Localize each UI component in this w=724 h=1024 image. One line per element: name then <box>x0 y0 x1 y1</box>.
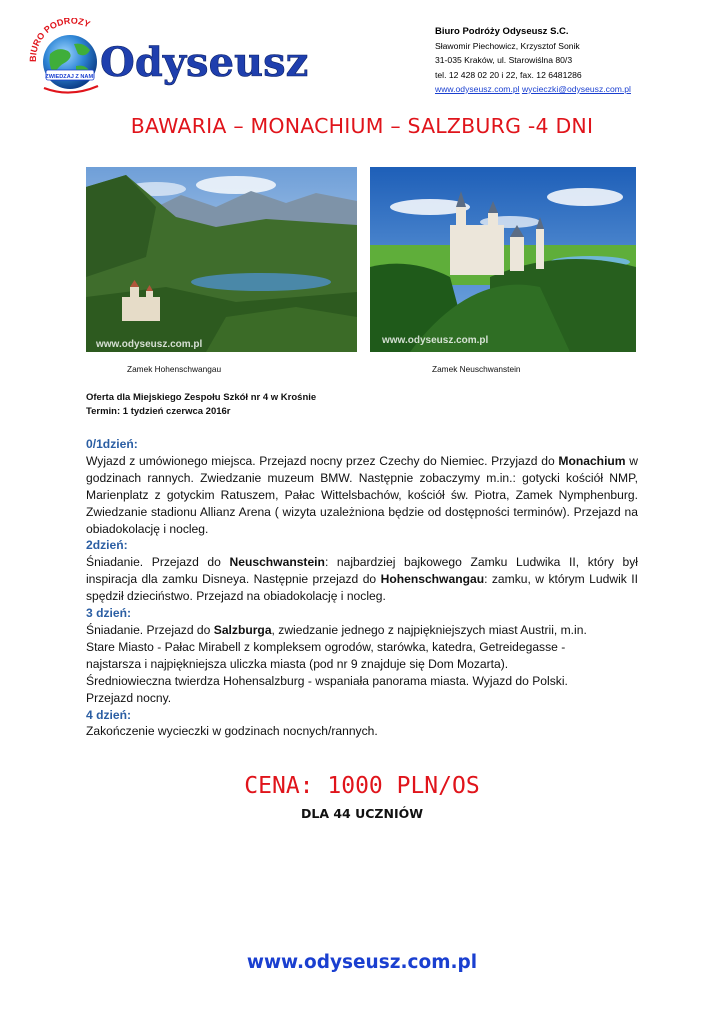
offer-date: Termin: 1 tydzień czerwca 2016r <box>86 405 231 417</box>
photo-neuschwanstein <box>370 167 636 352</box>
day-description: Śniadanie. Przejazd do Neuschwanstein: najbardziej bajkowego Zamku Ludwika II, który był inspiracja dla zamku Disneya. Następnie przejazd do Hohenschwangau: zamku, w którym Ludwik II spędził dzieciństwo. Przejazd na obiadokolację i nocleg. <box>86 555 638 604</box>
logo-wordmark: Odyseusz <box>100 39 309 86</box>
offer-info <box>86 391 316 418</box>
company-owners: Sławomir Piechowicz, Krzysztof Sonik <box>435 41 580 52</box>
day-heading: 2dzień: <box>86 538 128 553</box>
company-name: Biuro Podróży Odyseusz S.C. <box>435 26 569 37</box>
offer-recipient: Oferta dla Miejskiego Zespołu Szkół nr 4 w Krośnie <box>86 392 317 403</box>
day-description: Śniadanie. Przejazd do Salzburga, zwiedzanie jednego z najpiękniejszych miast Austrii, m.in. Stare Miasto - Pałac Mirabell z kompleksem ogrodów, starówka, katedra, Getreidegasse - najstarsza i najpiękniejsza uliczka miasta (pod nr 9 znajduje się Dom Mozarta). Średniowieczna twierdza Hohensalzburg - wspaniała panorama miasta. Wyjazd do Polski. Przejazd nocny. <box>86 622 587 705</box>
email-link[interactable]: wycieczki@odyseusz.com.pl <box>521 83 631 94</box>
day-description: Wyjazd z umówionego miejsca. Przejazd nocny przez Czechy do Niemiec. Przyjazd do Monachium w godzinach rannych. Zwiedzanie muzeum BMW. Następnie zobaczymy m.in.: gotycki kościół NMP, Marienplatz z gotyckim Ratuszem, Pałac Wittelsbachów, kościół św. Piotra, Zamek Nymphenburg. Zwiedzanie stadionu Allianz Arena ( wizyta uzależniona będzie od dostępności terminów). Przejazd na obiadokolację i nocleg. <box>86 453 639 536</box>
day-heading: 3 dzień: <box>86 606 132 621</box>
day-description: Zakończenie wycieczki w godzinach nocnych/rannych. <box>86 724 378 739</box>
company-phone: tel. 12 428 02 20 i 22, fax. 12 6481286 <box>435 69 582 80</box>
trip-program <box>86 436 638 740</box>
page-title: BAWARIA – MONACHIUM – SALZBURG -4 DNI <box>130 114 594 138</box>
photo-caption-neuschwanstein: Zamek Neuschwanstein <box>432 364 521 374</box>
photo-caption-hohenschwangau: Zamek Hohenschwangau <box>127 364 222 374</box>
photo-watermark: www.odyseusz.com.pl <box>96 339 203 350</box>
company-address: 31-035 Kraków, ul. Starowiślna 80/3 <box>435 55 573 66</box>
website-link[interactable]: www.odyseusz.com.pl <box>435 83 520 94</box>
footer-website: www.odyseusz.com.pl <box>246 952 478 973</box>
day-heading: 0/1dzień: <box>86 437 138 451</box>
photo-watermark: www.odyseusz.com.pl <box>382 335 489 346</box>
day-heading: 4 dzień: <box>86 707 132 722</box>
photo-hohenschwangau <box>86 167 357 352</box>
company-logo <box>28 18 318 98</box>
logo-badge-text: ZWIEDZAJ Z NAMI <box>45 74 95 80</box>
price: CENA: 1000 PLN/OS <box>244 773 480 799</box>
logo-arc-text: BIURO PODRÓŻY <box>28 18 92 63</box>
company-info <box>435 25 631 96</box>
students-count: DLA 44 UCZNIÓW <box>300 806 424 821</box>
